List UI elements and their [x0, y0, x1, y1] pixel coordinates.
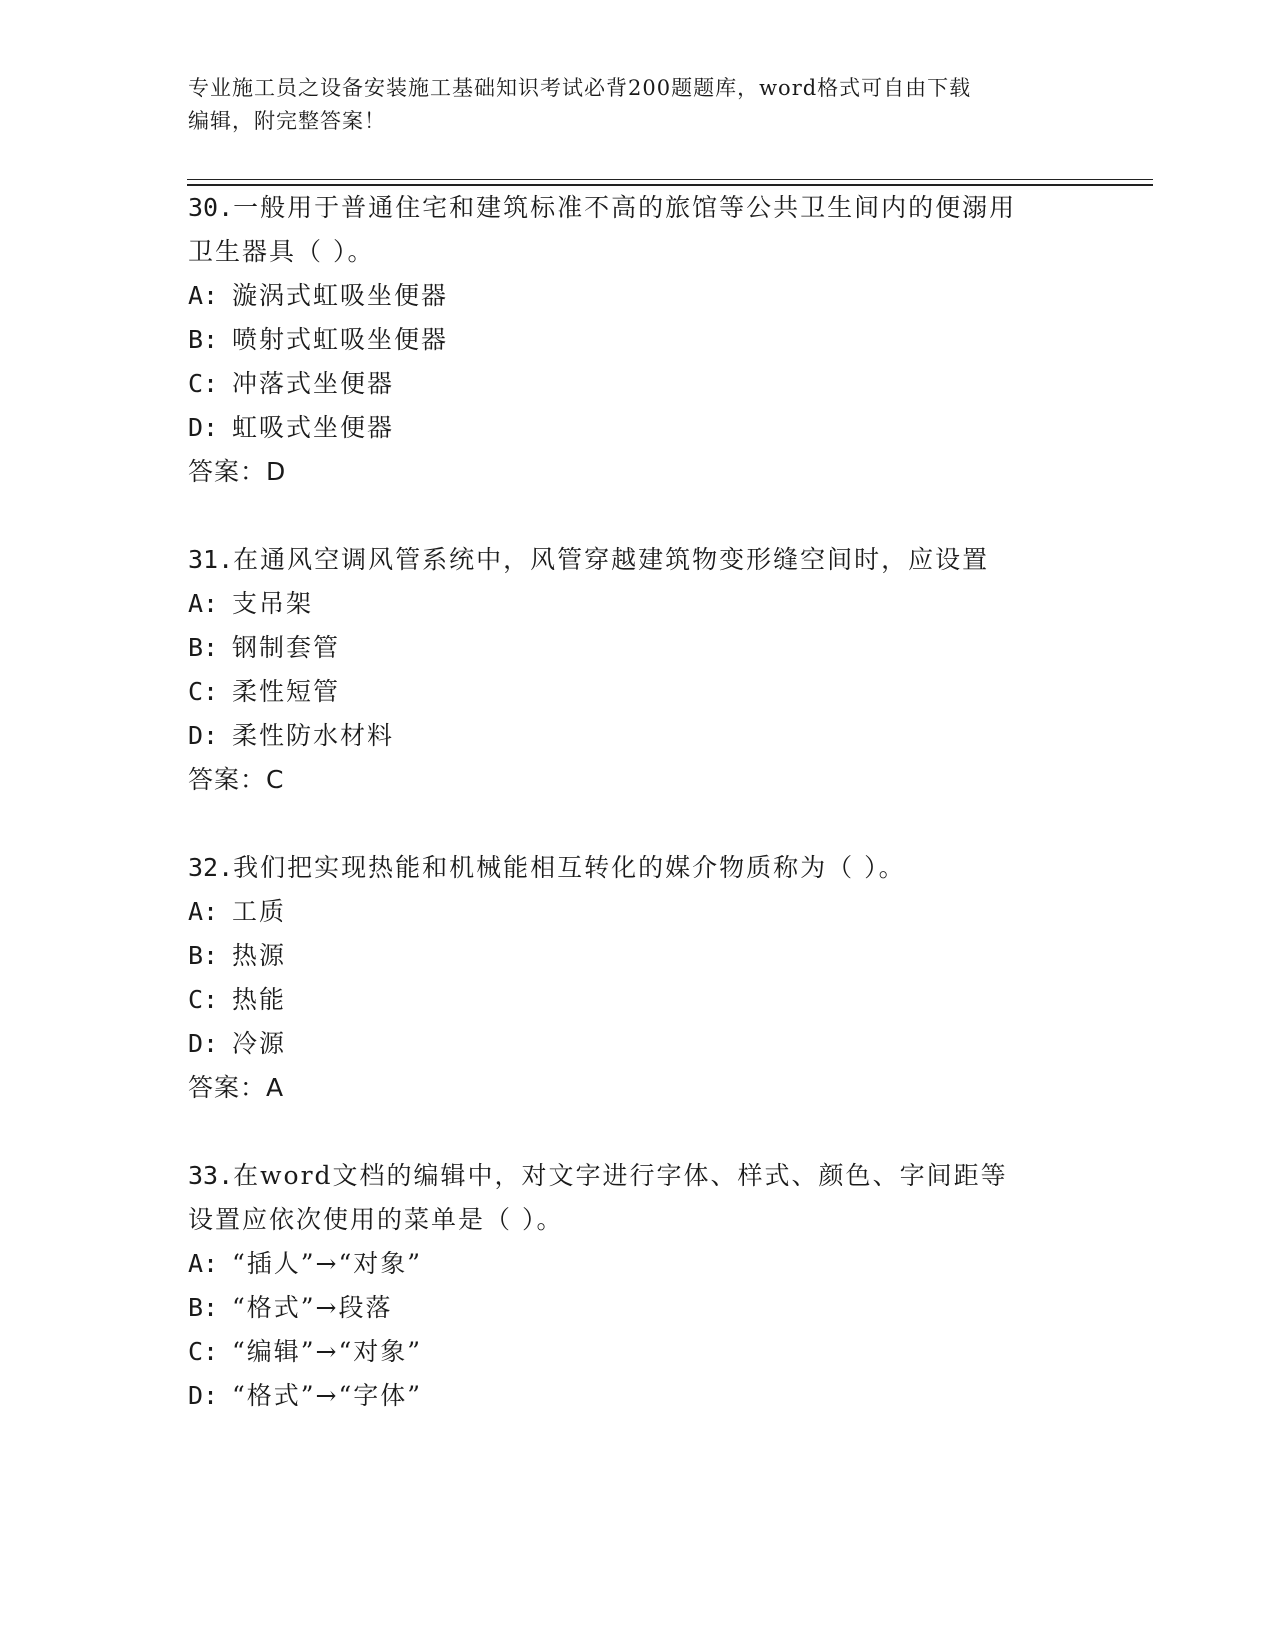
question-31-option-d: D: 柔性防水材料: [188, 721, 395, 750]
question-32-option-d: D: 冷源: [188, 1029, 287, 1058]
question-32-text-line-1: 32.我们把实现热能和机械能相互转化的媒介物质称为（ ）。: [188, 853, 906, 882]
question-33-option-d: D: “格式”→“字体”: [188, 1381, 423, 1410]
question-30-text-line-1: 30.一般用于普通住宅和建筑标准不高的旅馆等公共卫生间内的便溺用: [188, 193, 1017, 222]
header-divider-thin: [187, 179, 1153, 180]
question-number: 30.: [188, 193, 234, 222]
question-31-answer: 答案：C: [188, 765, 285, 794]
question-33-option-c: C: “编辑”→“对象”: [188, 1337, 423, 1366]
question-number: 31.: [188, 545, 234, 574]
question-30-option-a: A: 漩涡式虹吸坐便器: [188, 281, 449, 310]
question-31-option-a: A: 支吊架: [188, 589, 314, 618]
question-30-answer: 答案：D: [188, 457, 287, 486]
question-32-option-c: C: 热能: [188, 985, 287, 1014]
question-31-option-c: C: 柔性短管: [188, 677, 341, 706]
question-30-option-d: D: 虹吸式坐便器: [188, 413, 395, 442]
header-line-1: 专业施工员之设备安装施工基础知识考试必背200题题库，word格式可自由下载: [188, 76, 972, 100]
question-31-option-b: B: 钢制套管: [188, 633, 341, 662]
question-31-text-line-1: 31.在通风空调风管系统中，风管穿越建筑物变形缝空间时，应设置: [188, 545, 990, 574]
question-33-text-line-1: 33.在word文档的编辑中，对文字进行字体、样式、颜色、字间距等: [188, 1161, 1008, 1190]
question-number: 33.: [188, 1161, 234, 1190]
question-33-text-line-2: 设置应依次使用的菜单是（ ）。: [188, 1205, 564, 1234]
question-32-option-b: B: 热源: [188, 941, 287, 970]
question-32-option-a: A: 工质: [188, 897, 287, 926]
question-30-option-b: B: 喷射式虹吸坐便器: [188, 325, 449, 354]
question-32-answer: 答案：A: [188, 1073, 285, 1102]
question-33-option-a: A: “插人”→“对象”: [188, 1249, 423, 1278]
document-header: [188, 72, 1088, 138]
question-30-text-line-2: 卫生器具（ ）。: [188, 237, 375, 266]
header-line-2: 编辑，附完整答案！: [188, 109, 386, 133]
question-30-option-c: C: 冲落式坐便器: [188, 369, 395, 398]
question-33-option-b: B: “格式”→段落: [188, 1293, 393, 1322]
question-number: 32.: [188, 853, 234, 882]
